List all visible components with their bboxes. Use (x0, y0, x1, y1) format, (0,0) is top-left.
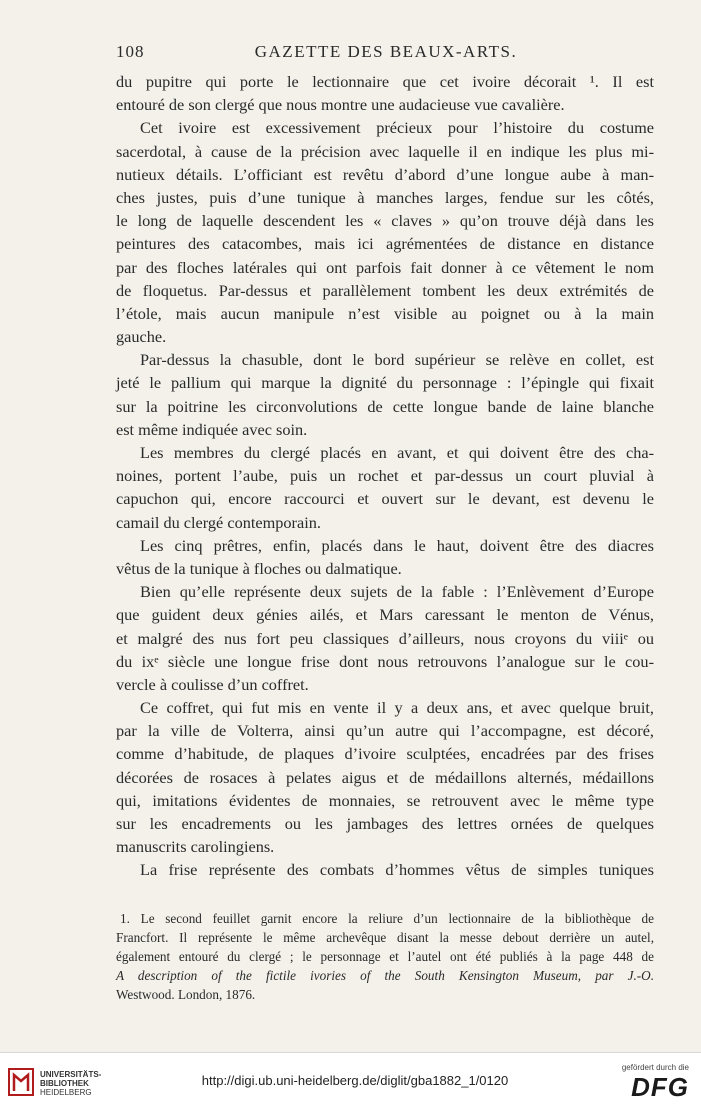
text-line: l’étole, mais aucun manipule n’est visible au poignet ou à la main (116, 303, 654, 323)
funded-label: gefördert durch die (621, 1063, 689, 1072)
text-line: par des floches latérales qui ont parfois fait donner à ce vêtement le nom (116, 257, 654, 277)
text-line: sur la poitrine les circonvolutions de cette longue bande de laine blanche (116, 396, 654, 416)
text-line: est même indiquée avec soin. (116, 419, 308, 439)
text-line: décorées de rosaces à pelates aigus et de médaillons alternés, médaillons (116, 767, 654, 787)
text-line: par la ville de Volterra, ainsi qu’un autre qui l’accompagne, est décoré, (116, 721, 654, 741)
text-line: que guident deux génies ailés, et Mars caressant le menton de Vénus, (116, 605, 654, 625)
text-line: du ixᵉ siècle une longue frise dont nous retrouvons l’analogue sur le cou- (116, 651, 654, 671)
library-name (40, 1070, 101, 1097)
text-line: sacerdotal, à cause de la précision avec laquelle il en indique les plus mi- (116, 141, 654, 161)
body-text (116, 70, 654, 882)
library-name-line: HEIDELBERG (40, 1088, 92, 1097)
text-line: Bien qu’elle représente deux sujets de la fable : l’Enlèvement d’Europe (140, 582, 654, 602)
text-line: ches justes, puis d’une tunique à manches larges, fendue sur les côtés, (116, 187, 654, 207)
footnote-line: 1. Le second feuillet garnit encore la reliure d’un lectionnaire de la bibliothèque de (120, 911, 654, 926)
footnotes (116, 909, 654, 1004)
text-line: sur les encadrements ou les jambages des lettres ornées de quelques (116, 814, 654, 833)
text-line: le long de laquelle descendent les « claves » qu’on trouve déjà dans les (116, 211, 654, 231)
page-number: 108 (116, 42, 145, 61)
text-line: peintures des catacombes, mais ici agrémentées de distance en distance (116, 234, 654, 254)
text-line: Par-dessus la chasuble, dont le bord supérieur se relève en collet, est (140, 350, 654, 370)
funder-block (609, 1063, 689, 1102)
source-url-link[interactable]: http://digi.ub.uni-heidelberg.de/diglit/gba1882_1/0120 (201, 1073, 509, 1088)
library-name-line: BIBLIOTHEK (40, 1079, 89, 1088)
dfg-logo: DFG (631, 1072, 689, 1102)
text-line: nutieux détails. L’officiant est revêtu d’abord d’une longue aube à man- (116, 164, 654, 184)
text-line: Cet ivoire est excessivement précieux pour l’histoire du costume (140, 118, 654, 138)
library-name-line: UNIVERSITÄTS- (40, 1070, 102, 1079)
text-line: camail du clergé contemporain. (116, 512, 321, 532)
text-line: vercle à coulisse d’un coffret. (116, 674, 309, 694)
text-line: La frise représente des combats d’hommes vêtus de simples tuniques (140, 860, 654, 880)
text-line: Les membres du clergé placés en avant, et qui doivent être des cha- (140, 443, 654, 462)
text-line: et malgré des nus fort peu classiques d’ailleurs, nous croyons du viiiᵉ ou (116, 628, 654, 648)
text-line-floquetus (116, 279, 654, 302)
text-line: manuscrits carolingiens. (116, 837, 275, 857)
text-line: vêtus de la tunique à floches ou dalmatique. (116, 558, 402, 578)
university-library-logo-icon (8, 1067, 34, 1097)
text-line: qui, imitations évidentes de monnaies, se retrouvent avec le même type (116, 790, 654, 810)
text-line: capuchon qui, encore raccourci et ouvert sur le devant, est devenu le (116, 489, 654, 509)
text-line: noines, portent l’aube, puis un rochet et par-dessus un court pluvial à (116, 466, 654, 486)
text-line: du pupitre qui porte le lectionnaire que cet ivoire décorait ¹. Il est (116, 72, 654, 91)
text-line-pallium: jeté le pallium qui marque la dignité du personnage : l’épingle qui fixait (116, 373, 654, 393)
text-line: Les cinq prêtres, enfin, placés dans le haut, doivent être des diacres (140, 535, 654, 555)
journal-title: GAZETTE DES BEAUX-ARTS. (254, 42, 518, 61)
text-line: entouré de son clergé que nous montre une audacieuse vue cavalière. (116, 95, 565, 115)
running-head (116, 42, 656, 64)
text-line: comme d’habitude, de plaques d’ivoire sculptées, encadrées par des frises (116, 744, 654, 764)
footnote-line: Francfort. Il représente le même archevêque disant la messe debout derrière un autel, (116, 930, 654, 945)
footnote-line: Westwood. London, 1876. (116, 987, 256, 1002)
italic-floquetus-line: de floquetus. Par-dessus et parallèlement tombent les deux extrémités de (116, 280, 654, 300)
footnote-line: également entouré du clergé ; le personnage et l’autel ont été publiés à la page 448 de (116, 949, 654, 964)
footnote-line: A description of the fictile ivories of the South Kensington Museum, par J.-O. (116, 968, 654, 983)
digitization-footer (0, 1052, 701, 1110)
text-line: Ce coffret, qui fut mis en vente il y a deux ans, et avec quelque bruit, (140, 698, 654, 718)
text-line: gauche. (116, 327, 167, 347)
